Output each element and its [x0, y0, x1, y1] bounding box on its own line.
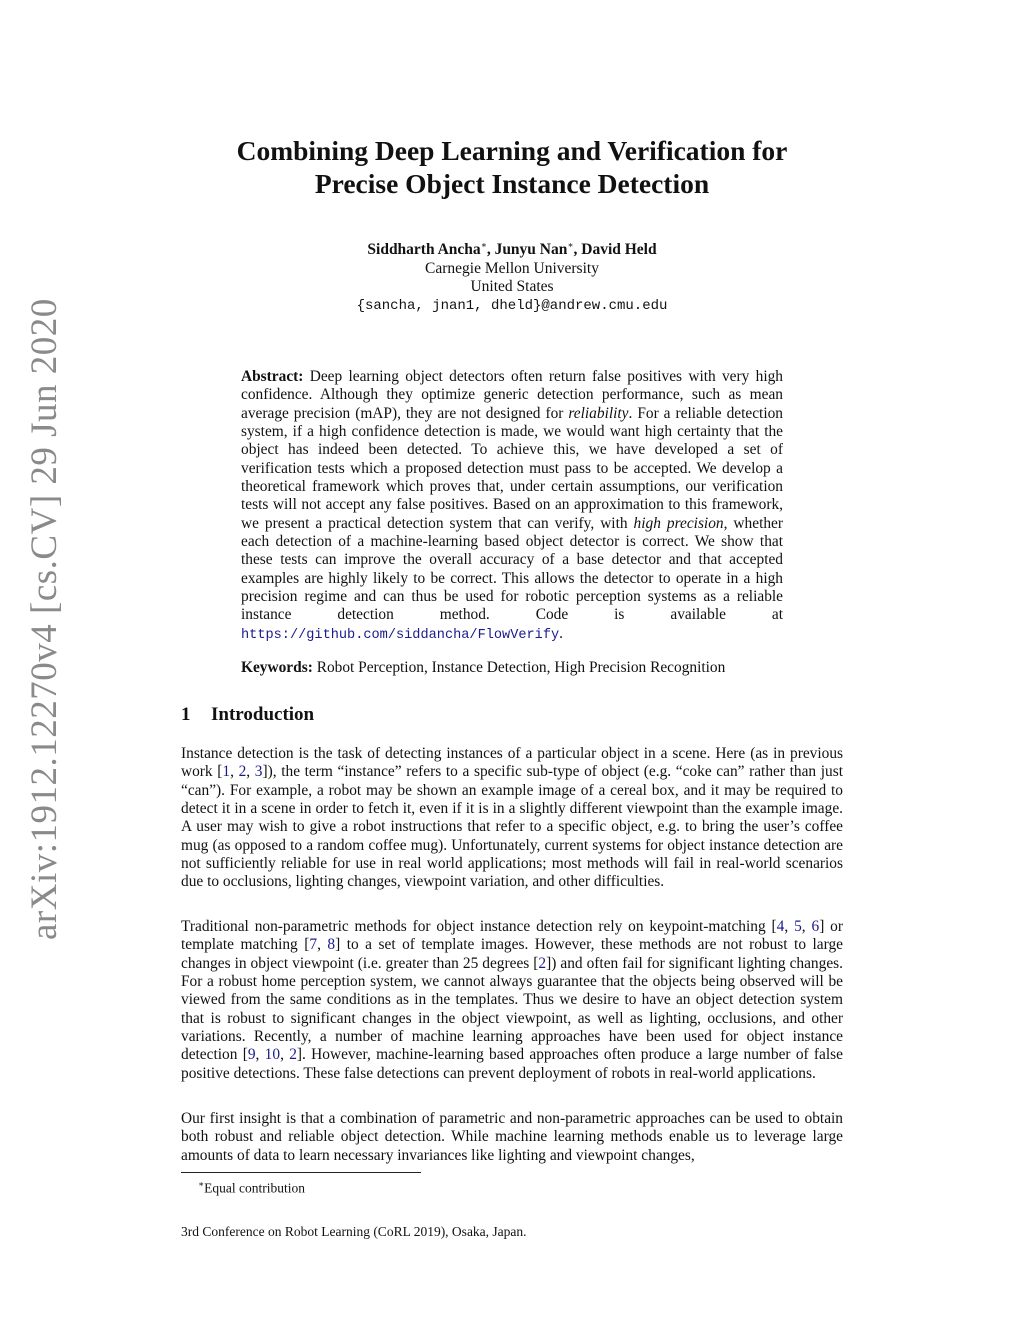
footnote-text: Equal contribution — [204, 1180, 305, 1196]
citation-3[interactable]: 3 — [254, 763, 263, 781]
paper-title — [150, 134, 874, 200]
citation-10[interactable]: 10 — [264, 1046, 281, 1064]
p2-sep-1: , — [784, 918, 795, 935]
citation-9[interactable]: 9 — [247, 1046, 256, 1064]
author-2: Junyu Nan — [494, 241, 568, 259]
citation-2-repeat[interactable]: 2 — [538, 954, 547, 972]
keywords — [241, 659, 801, 677]
author-emails: {sancha, jnan1, dheld}@andrew.cmu.edu — [356, 297, 668, 314]
p1-text-b: ]), the term “instance” refers to a specific sub-type of object (e.g. “coke can” rather than just “can”). For example, a robot may be shown an example image of a cereal box, and it may be required to detect it in a scene in order to fetch it, even if it is in a slightly different viewpoint than the example image. A user may wish to give a robot instructions that refer to a specific object, e.g. to bring the user’s coffee mug (as opposed to a random coffee mug). Unfortunately, current systems for object instance detection are not sufficiently reliable for use in real world applications; most methods will fail in real-world scenarios due to occlusions, lighting changes, viewpoint variation, and other difficulties. — [181, 763, 843, 891]
author-names: Siddharth Ancha∗, Junyu Nan∗, David Held — [367, 240, 657, 259]
author-1: Siddharth Ancha — [367, 241, 481, 259]
intro-paragraph-2 — [181, 918, 843, 1083]
footnote-mark: ∗ — [198, 1179, 205, 1189]
intro-paragraph-3: Our first insight is that a combination of parametric and non-parametric approaches can be used to obtain both robust and reliable object detection. While machine learning methods enable us to leverage large amounts of data to learn necessary invariances like lighting and viewpoint changes, — [181, 1110, 843, 1164]
footnote — [198, 1176, 305, 1197]
conference-footer: 3rd Conference on Robot Learning (CoRL 2019), Osaka, Japan. — [181, 1224, 527, 1239]
author-block — [150, 236, 874, 315]
citation-7[interactable]: 7 — [309, 936, 318, 954]
abstract — [241, 368, 783, 645]
p1-text-a: Instance detection is the task of detecting instances of a particular object in a scene. Here (as in previous work [ — [181, 745, 843, 781]
intro-paragraph-1 — [181, 745, 843, 892]
title-line-1: Combining Deep Learning and Verification for — [236, 135, 788, 166]
title-line-2: Precise Object Instance Detection — [314, 168, 710, 199]
p2-text-b: ] or template matching [ — [181, 918, 844, 954]
citation-1[interactable]: 1 — [222, 763, 231, 781]
citation-2[interactable]: 2 — [238, 763, 247, 781]
keywords-text: Robot Perception, Instance Detection, High Precision Recognition — [316, 659, 726, 676]
author-1-mark: ∗ — [480, 240, 487, 250]
abstract-label: Abstract: — [241, 368, 304, 385]
author-3: David Held — [581, 241, 657, 259]
abstract-text-3: , whether each detection of a machine-learning based object detector is correct. We show that these tests can improve the overall accuracy of a base detector and that accepted examples are highly likely to be correct. This allows the detector to operate in a high precision regime and can thus be used for robotic perception systems as a reliable instance detection method. Code is available at — [241, 514, 784, 624]
citation-6[interactable]: 6 — [811, 918, 820, 935]
abstract-text-2: . For a reliable detection system, if a high confidence detection is made, we would want high certainty that the object has indeed been detected. To achieve this, we have developed a set of verification tests which a proposed detection must pass to be accepted. We develop a theoretical framework which proves that, under certain assumptions, our verification tests will not accept any false positives. Based on an approximation to this framework, we present a practical detection system that can verify, with — [241, 404, 784, 532]
p2-sep-2: , — [801, 918, 812, 935]
country: United States — [470, 278, 554, 296]
p2-sep-4: , — [255, 1046, 265, 1064]
p2-sep-3: , — [317, 936, 328, 954]
arxiv-sidebar-stamp: arXiv:1912.12270v4 [cs.CV] 29 Jun 2020 — [24, 298, 65, 940]
abstract-emphasis-2: high precision — [633, 514, 724, 532]
author-2-mark: ∗ — [567, 240, 574, 250]
citation-4[interactable]: 4 — [776, 918, 785, 935]
p2-sep-5: , — [280, 1046, 290, 1064]
affiliation: Carnegie Mellon University — [425, 259, 599, 277]
code-link[interactable]: https://github.com/siddancha/FlowVerify — [241, 627, 560, 643]
citation-8[interactable]: 8 — [327, 936, 336, 954]
abstract-emphasis-1: reliability — [568, 404, 629, 422]
citation-2-third[interactable]: 2 — [289, 1046, 297, 1064]
footnote-rule — [181, 1172, 421, 1173]
p2-text-d: ]) and often fail for significant lighting changes. For a robust home perception system, we cannot always guarantee that the objects being observed will be viewed from the same conditions as in the templates. Thus we desire to have an object detection system that is robust to significant changes in the object viewpoint, as well as lighting, occlusions, and other variations. Recently, a number of machine learning approaches have been used for object instance detection [ — [181, 954, 843, 1064]
section-heading — [181, 704, 314, 726]
citation-5[interactable]: 5 — [794, 918, 802, 935]
abstract-text-4: . — [559, 624, 564, 642]
p1-sep-1: , — [230, 763, 239, 781]
p1-sep-2: , — [246, 763, 255, 781]
p2-text-a: Traditional non-parametric methods for object instance detection rely on keypoint-matching [ — [181, 918, 777, 935]
keywords-label: Keywords: — [241, 659, 313, 676]
abstract-text-1: Deep learning object detectors often return false positives with very high confidence. Although they optimize generic detection performance, such as mean average precision (mAP), they are not designed for — [241, 368, 783, 422]
p2-text-e: ]. However, machine-learning based approaches often produce a large number of false positive detections. These false detections can prevent deployment of robots in real-world applications. — [181, 1046, 843, 1082]
p2-text-c: ] to a set of template images. However, these methods are not robust to large changes in object viewpoint (i.e. greater than 25 degrees [ — [181, 936, 843, 972]
section-title: Introduction — [211, 704, 315, 725]
section-number: 1 — [181, 704, 191, 725]
